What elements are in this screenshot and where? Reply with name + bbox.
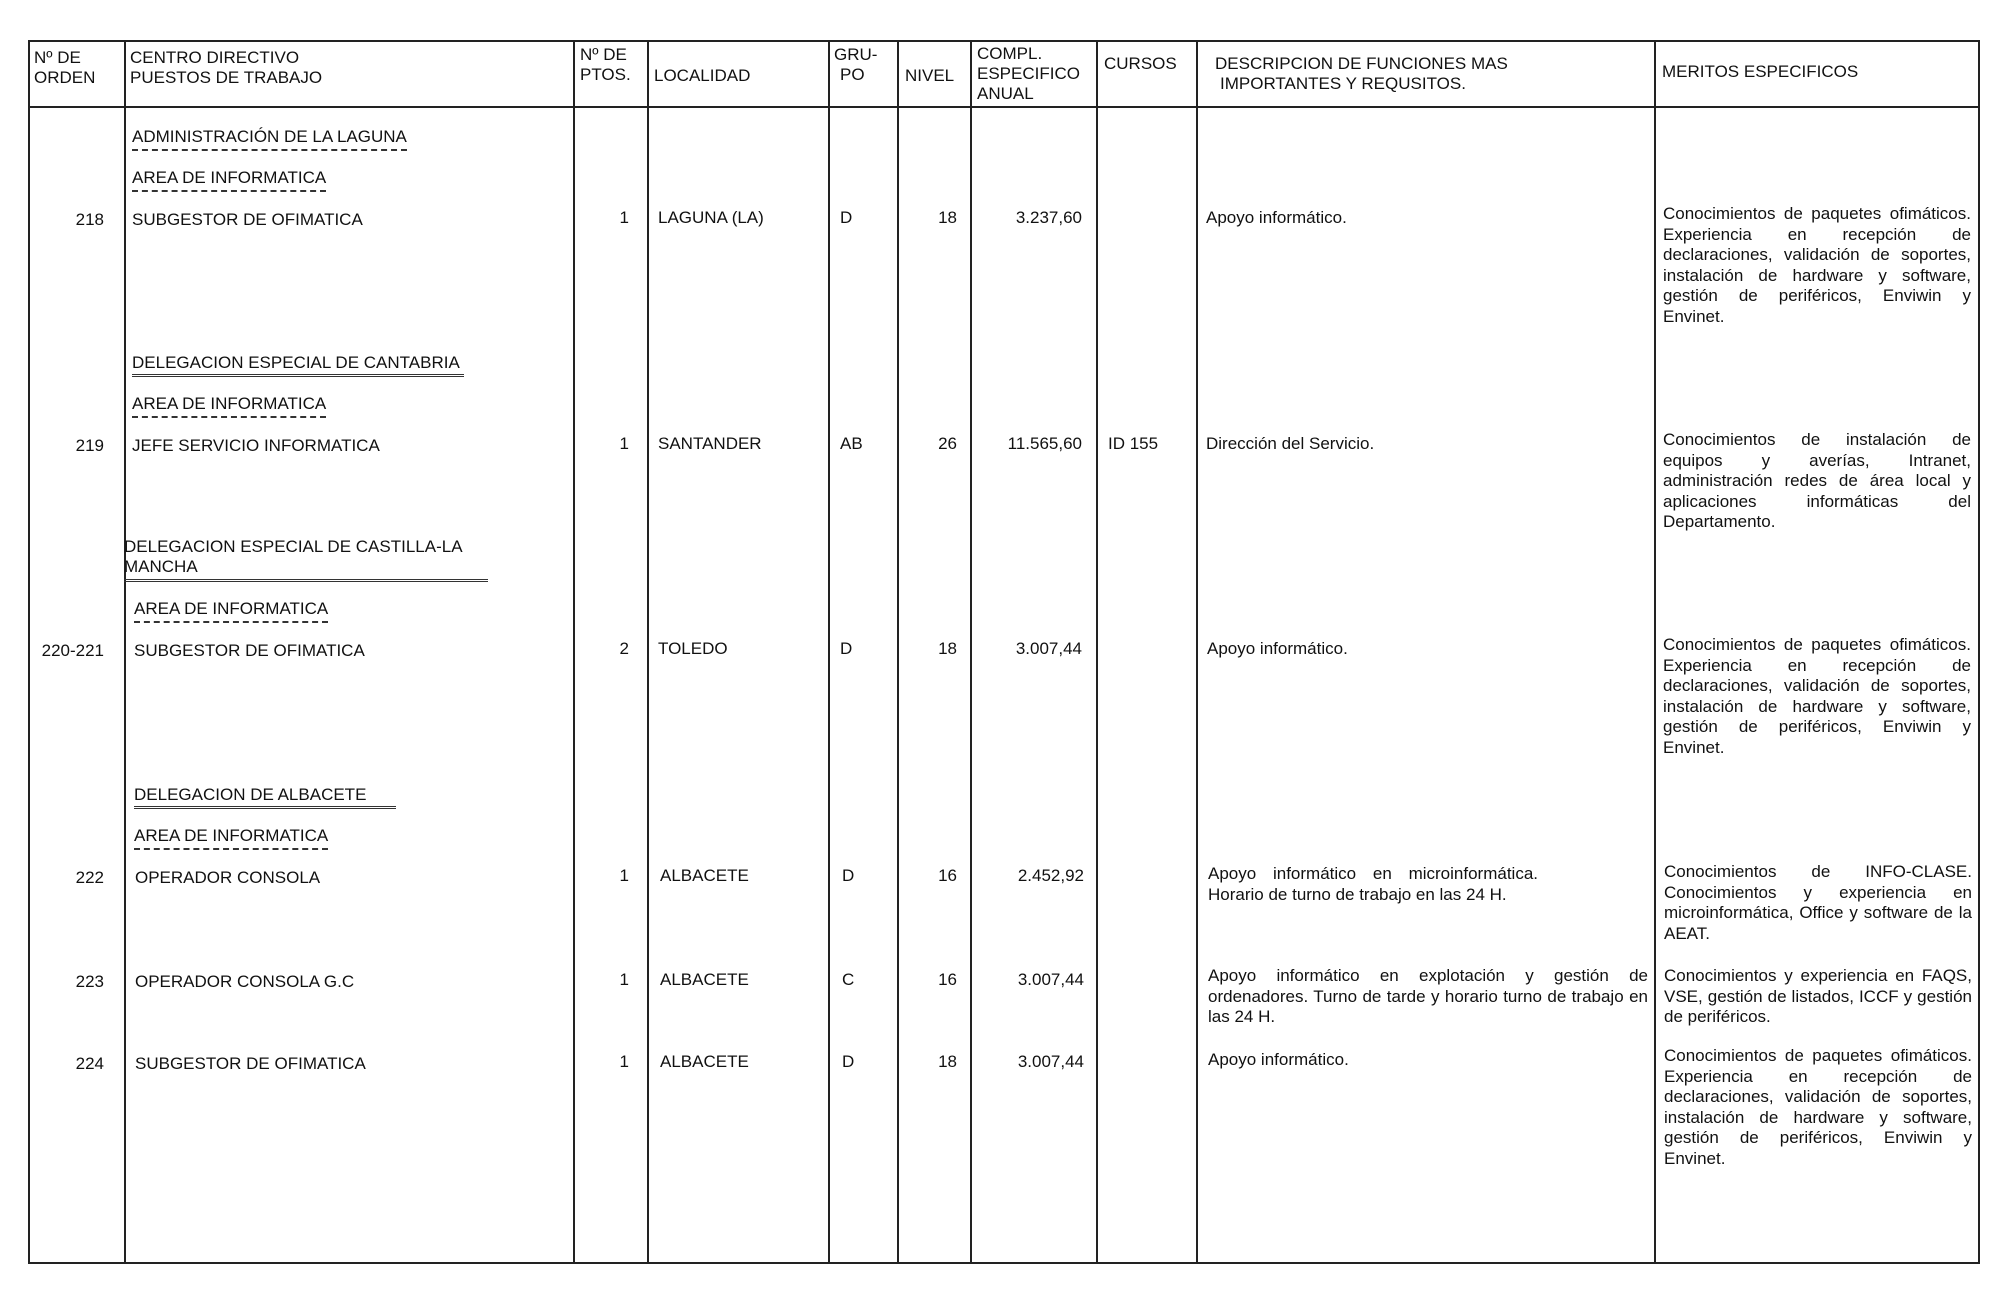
- column-divider: [124, 40, 126, 1264]
- ptos-cell: 1: [619, 434, 629, 453]
- nivel-cell: 26: [938, 434, 957, 453]
- header-compl: COMPL. ESPECIFICO ANUAL: [977, 44, 1080, 103]
- grupo-cell: D: [840, 208, 853, 227]
- header-centro: CENTRO DIRECTIVO PUESTOS DE TRABAJO: [130, 48, 323, 87]
- compl-cell: 11.565,60: [1007, 434, 1082, 453]
- descripcion-cell: Apoyo informático.: [1208, 1050, 1349, 1069]
- ptos-cell: 1: [619, 866, 629, 885]
- grupo-cell: C: [842, 970, 855, 989]
- localidad-cell: SANTANDER: [658, 434, 762, 453]
- column-divider: [1096, 40, 1098, 1264]
- compl-cell: 3.237,60: [1015, 208, 1082, 227]
- descripcion-cell: Apoyo informático en explotación y gestión de ordenadores. Turno de tarde y horario turno de trabajo en las 24 H.: [1208, 966, 1648, 1026]
- column-divider: [828, 40, 830, 1264]
- table-bottom-border: [28, 1262, 1978, 1264]
- column-divider: [1978, 40, 1980, 1264]
- header-nivel: NIVEL: [905, 66, 955, 85]
- meritos-cell: Conocimientos de paquetes ofimáticos. Experiencia en recepción de declaraciones, validación de soportes, instalación de hardware y software, gestión de periféricos, Enviwin y Envinet.: [1663, 635, 1971, 757]
- header-orden: Nº DE ORDEN: [34, 48, 96, 87]
- column-divider: [1654, 40, 1656, 1264]
- header-localidad: LOCALIDAD: [654, 66, 751, 85]
- section-centro: DELEGACION ESPECIAL DE CANTABRIA: [132, 353, 464, 373]
- section-centro: DELEGACION ESPECIAL DE CASTILLA-LA MANCHA: [124, 537, 488, 582]
- orden-cell: 223: [75, 972, 104, 991]
- ptos-cell: 1: [619, 208, 629, 227]
- localidad-cell: LAGUNA (LA): [658, 208, 764, 227]
- orden-cell: 222: [75, 868, 104, 887]
- localidad-cell: TOLEDO: [658, 639, 728, 658]
- meritos-cell: Conocimientos de INFO-CLASE. Conocimientos y experiencia en microinformática, Office y software de la AEAT.: [1664, 862, 1972, 943]
- meritos-cell: Conocimientos de instalación de equipos y averías, Intranet, administración redes de área local y aplicaciones informáticas del Departamento.: [1663, 430, 1971, 531]
- descripcion-cell: Apoyo informático.: [1206, 208, 1347, 227]
- compl-cell: 3.007,44: [1017, 1052, 1084, 1071]
- grupo-cell: D: [842, 866, 855, 885]
- grupo-cell: D: [842, 1052, 855, 1071]
- nivel-cell: 16: [938, 970, 957, 989]
- puesto-cell: SUBGESTOR DE OFIMATICA: [134, 641, 365, 660]
- grupo-cell: D: [840, 639, 853, 658]
- puesto-cell: OPERADOR CONSOLA G.C: [135, 972, 355, 991]
- compl-cell: 2.452,92: [1017, 866, 1084, 885]
- puesto-cell: SUBGESTOR DE OFIMATICA: [135, 1054, 366, 1073]
- header-grupo: GRU- PO: [834, 45, 878, 84]
- puesto-cell: SUBGESTOR DE OFIMATICA: [132, 210, 363, 229]
- ptos-cell: 1: [619, 1052, 629, 1071]
- grupo-cell: AB: [840, 434, 863, 453]
- puesto-cell: JEFE SERVICIO INFORMATICA: [132, 436, 380, 455]
- section-area: AREA DE INFORMATICA: [132, 168, 326, 188]
- nivel-cell: 18: [938, 1052, 957, 1071]
- nivel-cell: 18: [938, 208, 957, 227]
- nivel-cell: 18: [938, 639, 957, 658]
- section-area: AREA DE INFORMATICA: [134, 599, 328, 619]
- orden-cell: 220-221: [41, 641, 104, 660]
- section-area: AREA DE INFORMATICA: [132, 394, 326, 414]
- descripcion-cell: Dirección del Servicio.: [1206, 434, 1375, 453]
- header-cursos: CURSOS: [1104, 54, 1177, 73]
- header-ptos: Nº DE PTOS.: [580, 45, 631, 84]
- section-area: AREA DE INFORMATICA: [134, 826, 328, 846]
- meritos-cell: Conocimientos y experiencia en FAQS, VSE, gestión de listados, ICCF y gestión de periféricos.: [1664, 966, 1972, 1026]
- compl-cell: 3.007,44: [1015, 639, 1082, 658]
- meritos-cell: Conocimientos de paquetes ofimáticos. Experiencia en recepción de declaraciones, validación de soportes, instalación de hardware y software, gestión de periféricos, Enviwin y Envinet.: [1663, 204, 1971, 326]
- descripcion-cell: Apoyo informático.: [1207, 639, 1348, 658]
- orden-cell: 219: [75, 436, 104, 455]
- header-meritos: MERITOS ESPECIFICOS: [1662, 62, 1859, 81]
- localidad-cell: ALBACETE: [660, 866, 749, 885]
- header-descripcion: DESCRIPCION DE FUNCIONES MAS IMPORTANTES Y REQUSITOS.: [1215, 54, 1508, 93]
- section-centro: ADMINISTRACIÓN DE LA LAGUNA: [132, 127, 407, 147]
- ptos-cell: 1: [619, 970, 629, 989]
- puesto-cell: OPERADOR CONSOLA: [135, 868, 321, 887]
- compl-cell: 3.007,44: [1017, 970, 1084, 989]
- header-bottom-border: [28, 106, 1978, 108]
- column-divider: [1196, 40, 1198, 1264]
- descripcion-cell: Apoyo informático en microinformática. Horario de turno de trabajo en las 24 H.: [1208, 864, 1538, 904]
- orden-cell: 218: [75, 210, 104, 229]
- cursos-cell: ID 155: [1108, 434, 1159, 453]
- meritos-cell: Conocimientos de paquetes ofimáticos. Experiencia en recepción de declaraciones, validación de soportes, instalación de hardware y software, gestión de periféricos, Enviwin y Envinet.: [1664, 1046, 1972, 1168]
- column-divider: [647, 40, 649, 1264]
- localidad-cell: ALBACETE: [660, 1052, 749, 1071]
- localidad-cell: ALBACETE: [660, 970, 749, 989]
- nivel-cell: 16: [938, 866, 957, 885]
- table-top-border: [28, 40, 1978, 42]
- orden-cell: 224: [75, 1054, 104, 1073]
- ptos-cell: 2: [619, 639, 629, 658]
- section-centro: DELEGACION DE ALBACETE: [134, 785, 396, 805]
